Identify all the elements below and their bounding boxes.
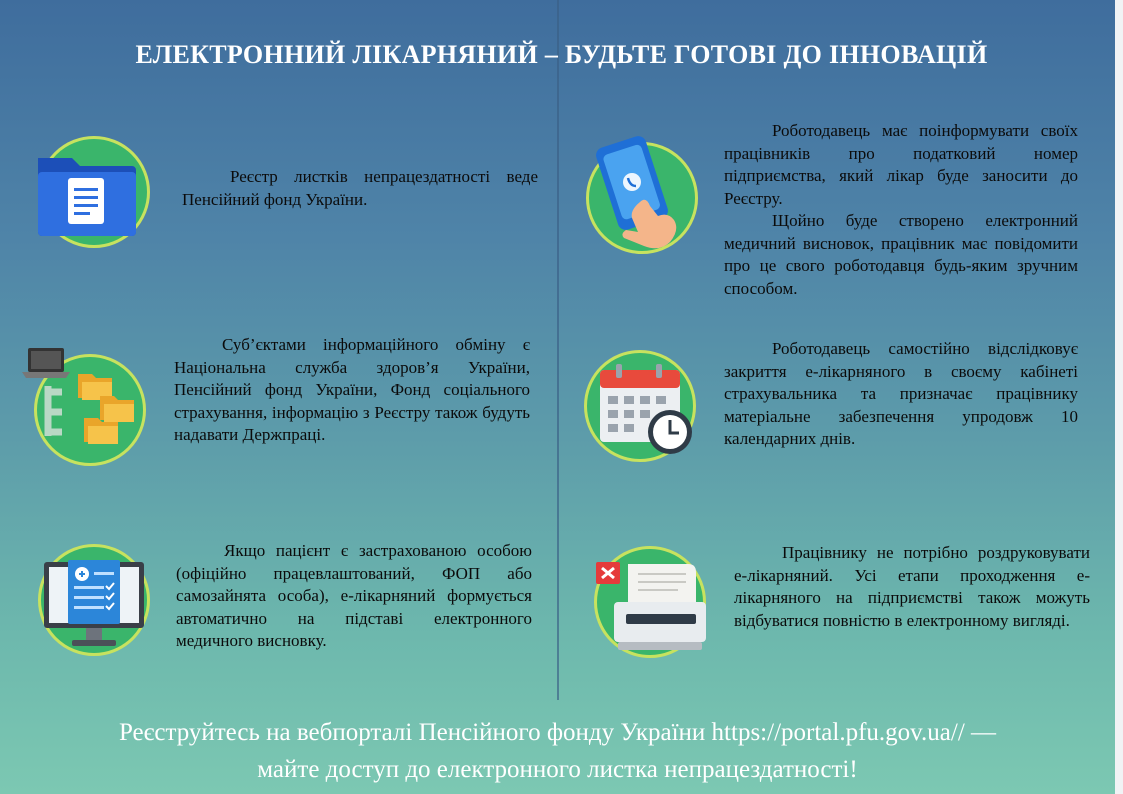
page-edge bbox=[1115, 0, 1123, 794]
block-4-text: Роботодавець має поінформувати своїх працівників про податковий номер підприємства, який лікар буде заносити до Реєстру. Щойно буде створено електронний медичний висновок, працівник має повідомити про це свого роботодавця будь-яким зручним способом. bbox=[724, 121, 1078, 298]
footer-line-1: Реєструйтесь на вебпорталі Пенсійного фонду України https://portal.pfu.gov.ua// — bbox=[118, 719, 997, 746]
block-2-text: Суб’єктами інформаційного обміну є Національна служба здоров’я України, Пенсійний фонд України, Фонд соціального страхування, інформацію з Реєстру також будуть надавати Держпраці. bbox=[174, 335, 530, 444]
block-5-text: Роботодавець самостійно відслідковує закриття е-лікарняного в своєму кабінеті страхувальника та призначає працівнику матеріальне забезпечення упродовж 10 календарних днів. bbox=[724, 339, 1078, 448]
laptop-folders-network-icon bbox=[22, 342, 150, 450]
smartphone-call-icon bbox=[588, 132, 698, 254]
column-divider bbox=[557, 0, 559, 700]
block-1-text: Реєстр листків непрацездатності веде Пенсійний фонд України. bbox=[182, 167, 538, 209]
footer-line-2: майте доступ до електронного листка непрацездатності! bbox=[257, 756, 858, 783]
computer-medical-form-icon bbox=[42, 552, 146, 652]
calendar-clock-icon bbox=[596, 362, 696, 458]
block-6-text: Працівнику не потрібно роздруковувати е-лікарняний. Усі етапи проходження е-лікарняного на підприємстві також можуть відбуватися повністю в електронному вигляді. bbox=[734, 543, 1090, 630]
footer-call-to-action bbox=[0, 714, 1115, 788]
block-3-text: Якщо пацієнт є застрахованою особою (офіційно працевлаштований, ФОП або самозайнята особа), е-лікарняний формується автоматично на підставі електронного медичного висновку. bbox=[176, 541, 532, 650]
folder-document-icon bbox=[34, 150, 138, 240]
page-title: ЕЛЕКТРОННИЙ ЛІКАРНЯНИЙ – БУДЬТЕ ГОТОВІ ДО ІННОВАЦІЙ bbox=[135, 40, 988, 69]
printer-crossed-icon bbox=[594, 560, 710, 660]
